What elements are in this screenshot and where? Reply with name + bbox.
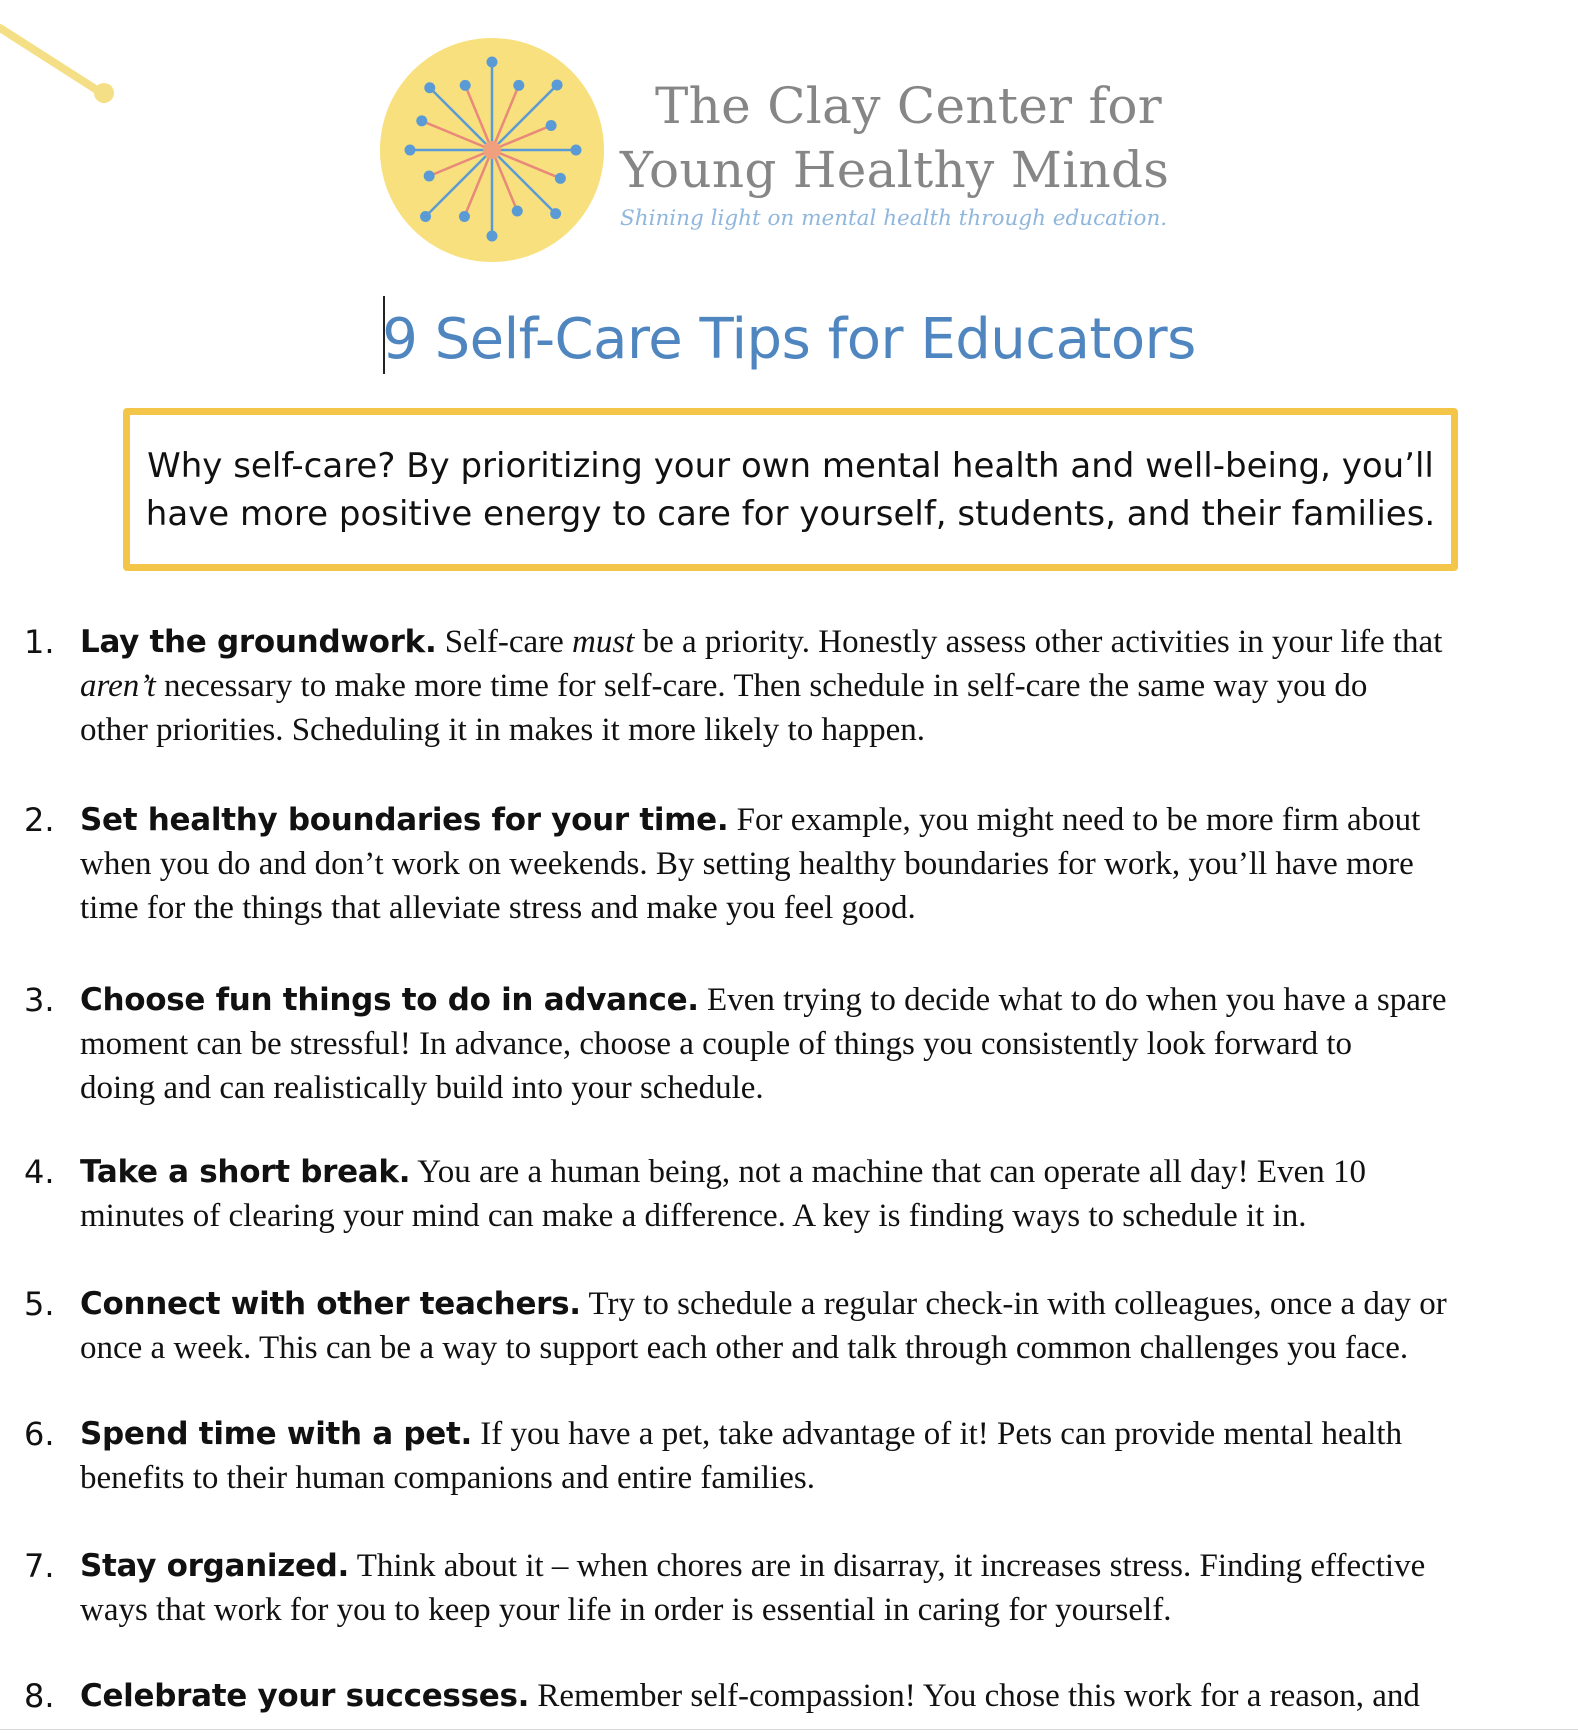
tip-text: other priorities. Scheduling it in makes it more likely to happen. bbox=[80, 712, 925, 748]
list-item-number: 8. bbox=[24, 1677, 55, 1715]
tip-heading: Spend time with a pet. bbox=[80, 1416, 473, 1452]
tip-emphasis: must bbox=[572, 624, 635, 660]
tip-text: Even trying to decide what to do when you have a spare bbox=[698, 982, 1447, 1018]
list-item-number: 2. bbox=[24, 801, 55, 839]
tip-text: necessary to make more time for self-care. Then schedule in self-care the same way you do bbox=[155, 668, 1368, 704]
logo-ray-dot bbox=[460, 80, 471, 91]
logo-tagline: Shining light on mental health through education. bbox=[620, 206, 1168, 231]
logo-ray-dot bbox=[424, 82, 435, 93]
logo-ray-dot bbox=[555, 173, 566, 184]
logo-ray-dot bbox=[512, 205, 523, 216]
clay-center-logo bbox=[372, 30, 1232, 270]
tip-heading: Take a short break. bbox=[80, 1154, 411, 1190]
tip-heading: Choose fun things to do in advance. bbox=[80, 982, 699, 1018]
list-item-text[interactable] bbox=[80, 1674, 1560, 1718]
tip-text: ways that work for you to keep your life in order is essential in caring for yourself. bbox=[80, 1592, 1172, 1628]
logo-ray-dot bbox=[552, 79, 563, 90]
document-title[interactable]: 9 Self-Care Tips for Educators bbox=[382, 307, 1196, 372]
logo-ray-dot bbox=[546, 120, 557, 131]
logo-ray-dot bbox=[513, 80, 524, 91]
logo-name-line-1: The Clay Center for bbox=[655, 77, 1162, 135]
tip-text: For example, you might need to be more firm about bbox=[728, 802, 1421, 838]
tip-text: Remember self-compassion! You chose this work for a reason, and bbox=[529, 1678, 1420, 1714]
tip-text: be a priority. Honestly assess other activities in your life that bbox=[634, 624, 1443, 660]
tip-heading: Connect with other teachers. bbox=[80, 1286, 581, 1322]
tip-text: Try to schedule a regular check-in with colleagues, once a day or bbox=[580, 1286, 1447, 1322]
tip-text: You are a human being, not a machine that can operate all day! Even 10 bbox=[410, 1154, 1366, 1190]
list-item-number: 1. bbox=[24, 623, 55, 661]
list-item-text[interactable] bbox=[80, 1282, 1560, 1370]
list-item-text[interactable] bbox=[80, 1150, 1560, 1238]
tip-heading: Set healthy boundaries for your time. bbox=[80, 802, 729, 838]
tip-text: Self-care bbox=[436, 624, 573, 660]
logo-ray-dot bbox=[487, 57, 498, 68]
list-item-text[interactable] bbox=[80, 1544, 1560, 1632]
logo-ray-dot bbox=[487, 231, 498, 242]
logo-ray-dot bbox=[424, 171, 435, 182]
tip-text: time for the things that alleviate stress and make you feel good. bbox=[80, 890, 916, 926]
list-item-text[interactable] bbox=[80, 978, 1560, 1110]
list-item-text[interactable] bbox=[80, 798, 1560, 930]
list-item-number: 5. bbox=[24, 1285, 55, 1323]
logo-name-line-2: Young Healthy Minds bbox=[620, 141, 1170, 199]
tip-heading: Lay the groundwork. bbox=[80, 624, 437, 660]
tip-heading: Celebrate your successes. bbox=[80, 1678, 530, 1714]
tip-emphasis: aren’t bbox=[80, 668, 156, 704]
logo-ray-dot bbox=[405, 145, 416, 156]
callout-line-1: Why self-care? By prioritizing your own mental health and well-being, you’ll bbox=[147, 445, 1434, 486]
logo-ray-dot bbox=[550, 208, 561, 219]
why-self-care-callout bbox=[123, 408, 1458, 571]
tip-text: doing and can realistically build into your schedule. bbox=[80, 1070, 764, 1106]
tip-text: Think about it – when chores are in disarray, it increases stress. Finding effective bbox=[349, 1548, 1426, 1584]
tip-text: moment can be stressful! In advance, choose a couple of things you consistently look forward to bbox=[80, 1026, 1352, 1062]
list-item-text[interactable] bbox=[80, 1412, 1560, 1500]
tip-heading: Stay organized. bbox=[80, 1548, 350, 1584]
tip-text: once a week. This can be a way to support each other and talk through common challenges you face. bbox=[80, 1330, 1409, 1366]
callout-line-2: have more positive energy to care for yourself, students, and their families. bbox=[145, 493, 1436, 534]
sunburst-logo-icon bbox=[372, 30, 612, 270]
yellow-brush-stroke-decoration bbox=[0, 0, 130, 120]
list-item-number: 3. bbox=[24, 981, 55, 1019]
list-item-number: 7. bbox=[24, 1547, 55, 1585]
list-item-text[interactable] bbox=[80, 620, 1560, 752]
logo-ray-dot bbox=[459, 211, 470, 222]
page-bottom-edge bbox=[0, 1729, 1578, 1730]
tip-text: when you do and don’t work on weekends. By setting healthy boundaries for work, you’ll have more bbox=[80, 846, 1414, 882]
logo-ray-dot bbox=[416, 115, 427, 126]
tip-text: If you have a pet, take advantage of it! Pets can provide mental health bbox=[472, 1416, 1403, 1452]
tip-text: minutes of clearing your mind can make a difference. A key is finding ways to schedule it in. bbox=[80, 1198, 1307, 1234]
logo-ray-dot bbox=[420, 211, 431, 222]
logo-ray-dot bbox=[571, 145, 582, 156]
list-item-number: 4. bbox=[24, 1153, 55, 1191]
list-item-number: 6. bbox=[24, 1415, 55, 1453]
tip-text: benefits to their human companions and entire families. bbox=[80, 1460, 815, 1496]
